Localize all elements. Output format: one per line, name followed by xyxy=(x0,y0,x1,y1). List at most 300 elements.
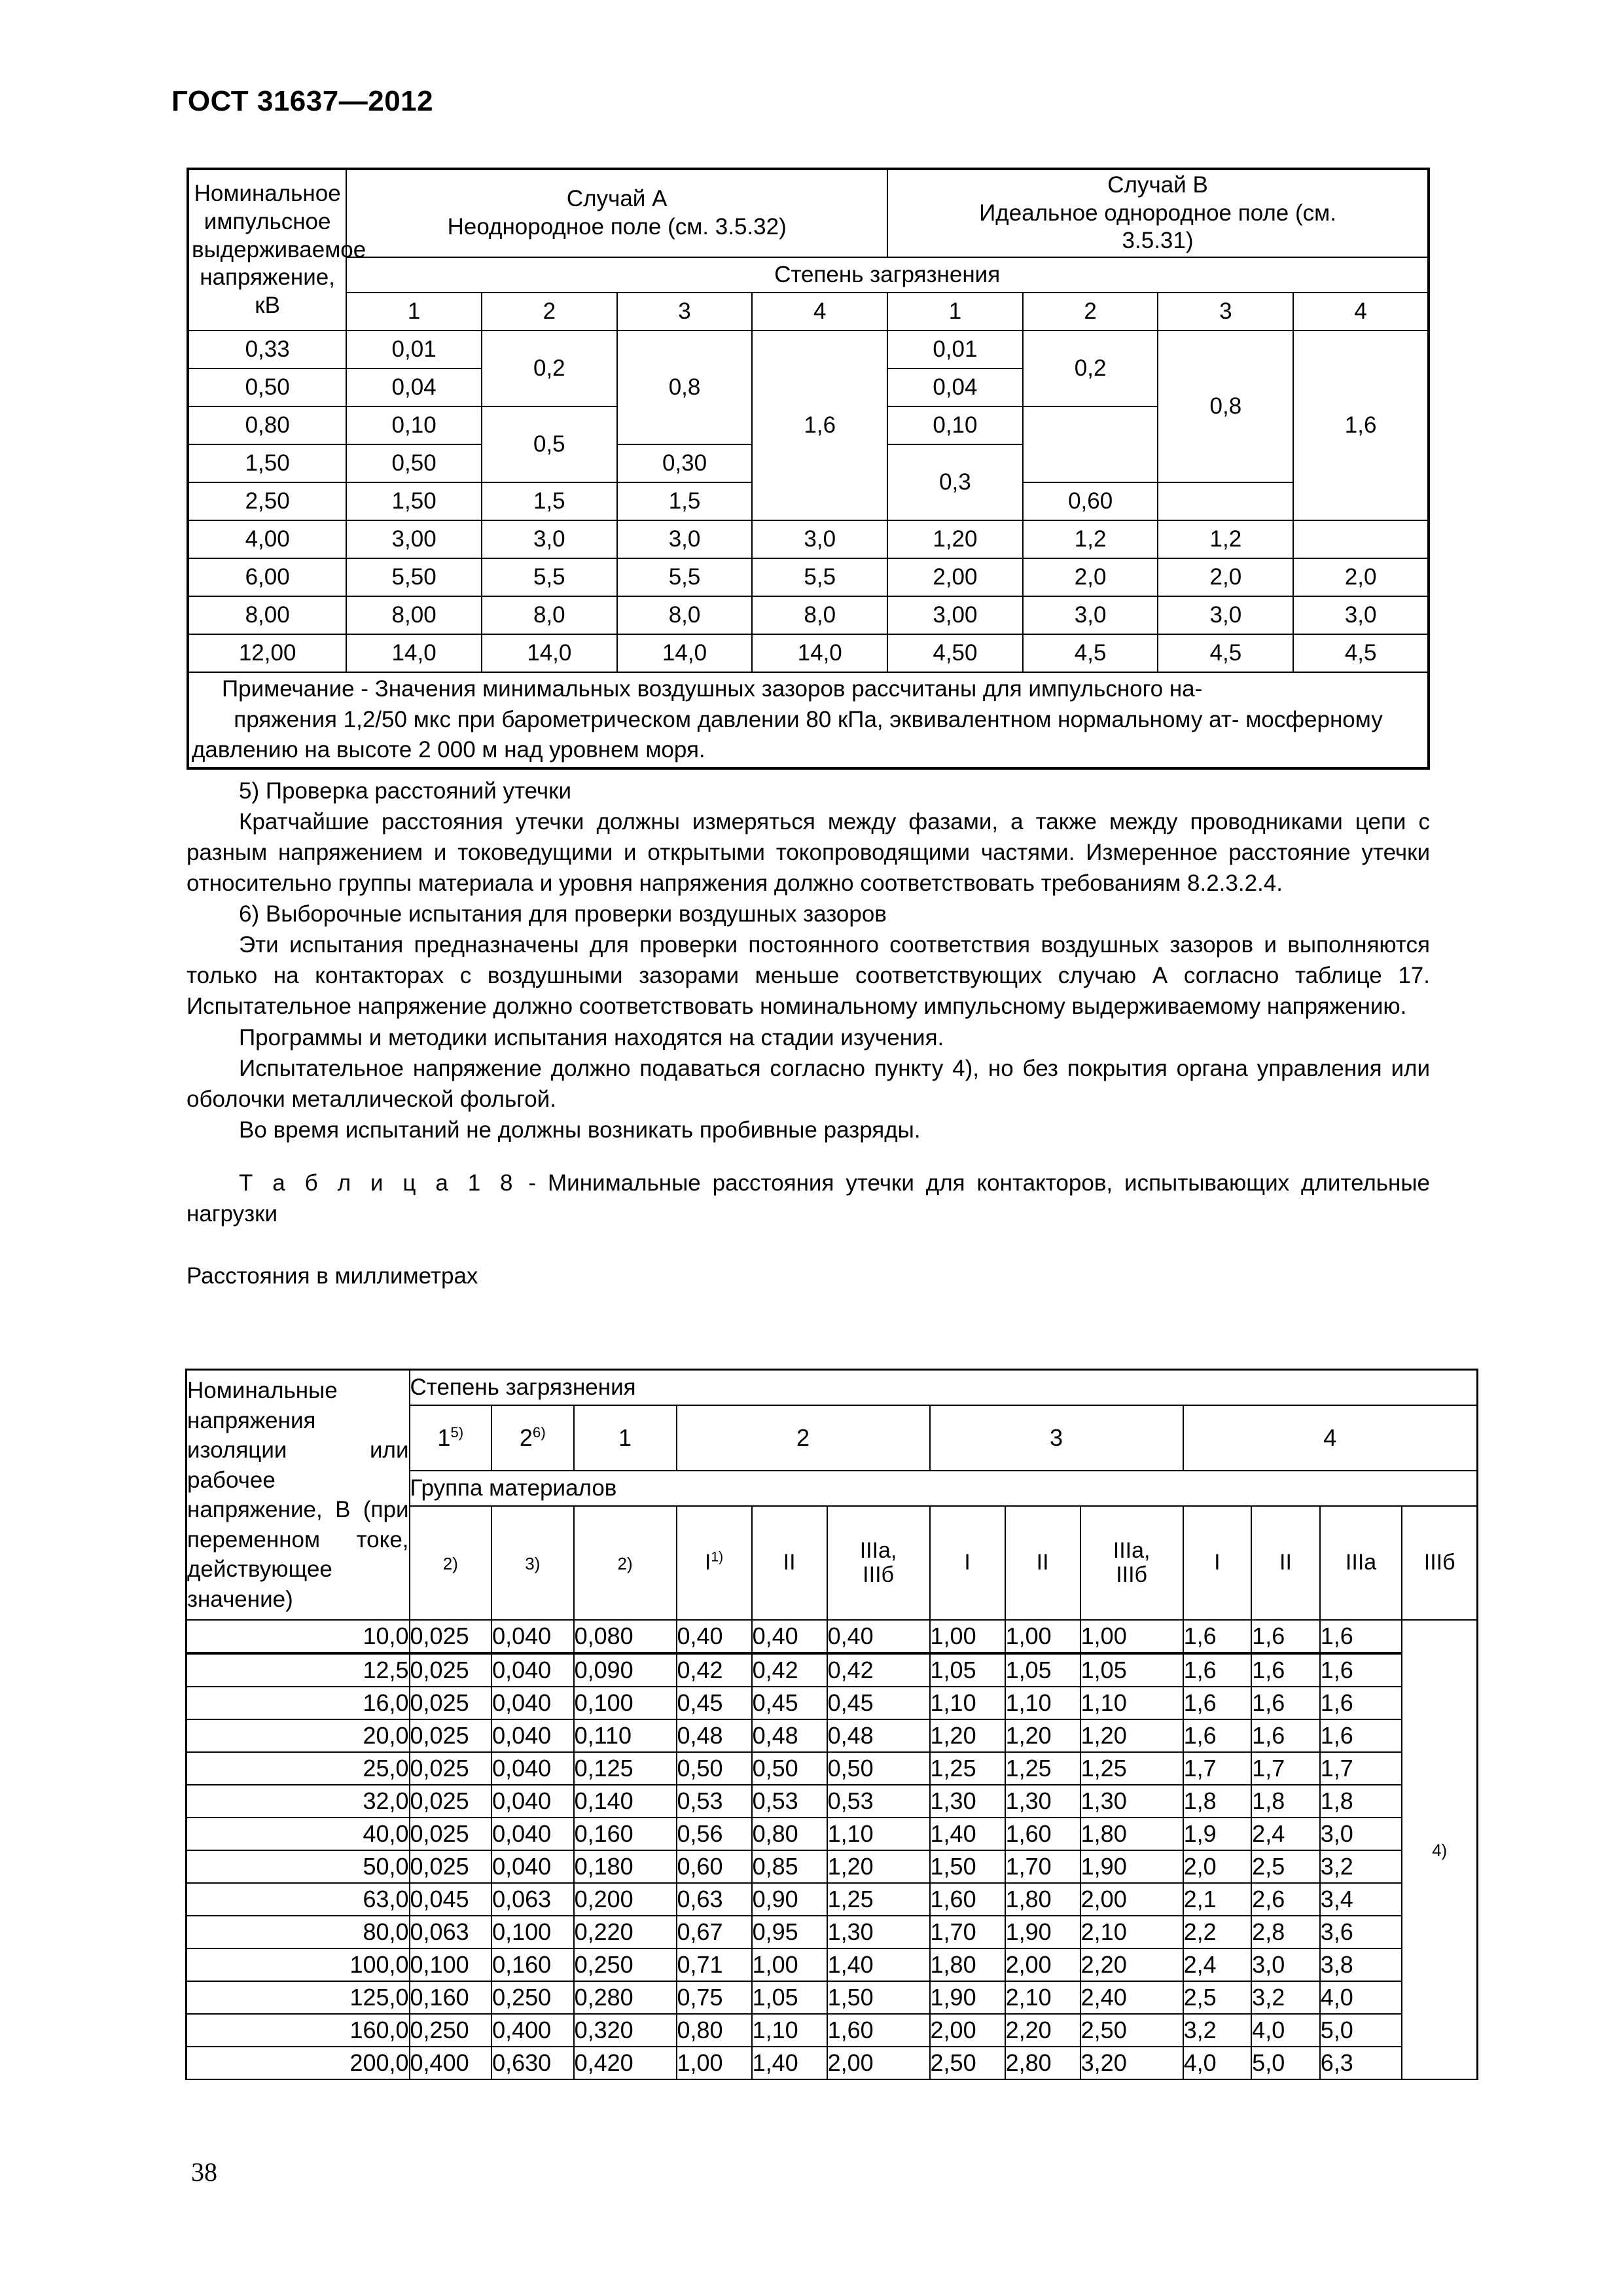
t18-cell: 0,50 xyxy=(752,1752,827,1785)
t18-cell: 5,0 xyxy=(1251,2047,1320,2079)
t18-cell: 0,040 xyxy=(491,1687,574,1719)
table-row xyxy=(188,558,1429,596)
t17-cell-a3: 1,5 xyxy=(617,482,753,520)
table-row xyxy=(187,1916,1478,1948)
t18-cell: 0,160 xyxy=(574,1818,677,1850)
t18-cell: 0,280 xyxy=(574,1981,677,2014)
t17-cell-b3-merged: 0,8 xyxy=(1158,331,1293,482)
t18-cell: 0,040 xyxy=(491,1653,574,1687)
t18-cell: 1,50 xyxy=(827,1981,930,2014)
t18-cell: 0,090 xyxy=(574,1653,677,1687)
t18-cell: 0,180 xyxy=(574,1850,677,1883)
t18-cell: 1,10 xyxy=(930,1687,1005,1719)
t18-cell: 0,045 xyxy=(410,1883,492,1916)
t18-cell: 0,100 xyxy=(410,1948,492,1981)
t18-cell: 1,6 xyxy=(1320,1687,1402,1719)
t18-cell: 2,5 xyxy=(1183,1981,1252,2014)
t18-voltage: 25,0 xyxy=(187,1752,410,1785)
t18-cell: 1,25 xyxy=(827,1883,930,1916)
paragraph-programs: Программы и методики испытания находятся на стадии изучения. xyxy=(239,1024,944,1050)
t17-cell-a1: 8,00 xyxy=(346,596,482,634)
t18-cell: 0,53 xyxy=(752,1785,827,1818)
t18-cell: 1,25 xyxy=(1080,1752,1183,1785)
t18-cell: 1,6 xyxy=(1251,1653,1320,1687)
t18-cell: 1,6 xyxy=(1251,1687,1320,1719)
t17-cell-a1: 1,50 xyxy=(346,482,482,520)
paragraph-leakage: Кратчайшие расстояния утечки должны измеряться между фазами, а также между проводниками цепи с разным напряжением и токоведущими и открытыми токопроводящими частями. Измеренное расстояние утечки относительно группы материала и уровня напряжения должно соответствовать требованиям 8.2.3.2.4. xyxy=(187,809,1430,897)
t18-voltage: 160,0 xyxy=(187,2014,410,2047)
t18-cell: 2,40 xyxy=(1080,1981,1183,2014)
t17-case-b-l3: 3.5.31) xyxy=(1122,228,1194,254)
t18-cell: 1,6 xyxy=(1251,1719,1320,1752)
t17-cell-a1: 0,01 xyxy=(346,331,482,368)
t18-cell: 1,60 xyxy=(1005,1818,1080,1850)
t17-cell-b3: 3,0 xyxy=(1158,596,1293,634)
t18-cell: 0,400 xyxy=(410,2047,492,2079)
t18-cell: 0,040 xyxy=(491,1785,574,1818)
t17-cell-b2-merged: 0,3 xyxy=(887,444,1023,520)
t17-cell-b1: 0,10 xyxy=(887,406,1023,444)
table-18-caption-text: - Минимальные расстояния утечки для контакторов, испытывающих длительные нагрузки xyxy=(187,1170,1430,1227)
t18-voltage: 20,0 xyxy=(187,1719,410,1752)
t18-voltage: 100,0 xyxy=(187,1948,410,1981)
t18-cell: 0,75 xyxy=(677,1981,752,2014)
t18-cell: 1,20 xyxy=(1080,1719,1183,1752)
t18-cell: 2,4 xyxy=(1251,1818,1320,1850)
t17-cell-b2: 3,0 xyxy=(1023,596,1158,634)
t18-cell: 0,630 xyxy=(491,2047,574,2079)
t18-cell: 1,6 xyxy=(1320,1620,1402,1653)
t18-header-material-group: Группа материалов xyxy=(410,1471,1478,1506)
t18-cell: 0,42 xyxy=(827,1653,930,1687)
t18-cell: 1,20 xyxy=(930,1719,1005,1752)
t18-cell: 1,8 xyxy=(1320,1785,1402,1818)
t18-cell: 0,71 xyxy=(677,1948,752,1981)
table-row xyxy=(188,520,1429,558)
t17-degree-a1: 1 xyxy=(346,293,482,331)
t18-mat-7: I xyxy=(930,1506,1005,1620)
t18-cell: 0,025 xyxy=(410,1785,492,1818)
t17-cell-a2: 14,0 xyxy=(482,634,617,672)
t18-cell: 2,5 xyxy=(1251,1850,1320,1883)
t17-voltage: 0,80 xyxy=(188,406,346,444)
t17-cell-b2: 2,0 xyxy=(1023,558,1158,596)
table-row xyxy=(187,1883,1478,1916)
t18-cell: 2,20 xyxy=(1005,2014,1080,2047)
paragraph-tests: Эти испытания предназначены для проверки постоянного соответствия воздушных зазоров и выполняются только на контакторах с воздушными зазорами меньше соответствующих случаю А согласно таблице 17. Испытательное напряжение должно соответствовать номинальному импульсному выдерживаемому напряжению. xyxy=(187,932,1430,1020)
t18-cell: 0,95 xyxy=(752,1916,827,1948)
t18-cell: 1,8 xyxy=(1251,1785,1320,1818)
t18-voltage: 125,0 xyxy=(187,1981,410,2014)
t17-degree-b3: 3 xyxy=(1158,293,1293,331)
t17-voltage: 8,00 xyxy=(188,596,346,634)
t18-degree-2b: 2 xyxy=(677,1405,930,1471)
t18-cell: 3,2 xyxy=(1183,2014,1252,2047)
t17-cell-b2-merged: 0,2 xyxy=(1023,331,1158,406)
t18-cell: 0,80 xyxy=(752,1818,827,1850)
t18-voltage: 16,0 xyxy=(187,1687,410,1719)
t18-cell: 4,0 xyxy=(1183,2047,1252,2079)
t18-cell: 2,2 xyxy=(1183,1916,1252,1948)
t18-mat-11: II xyxy=(1251,1506,1320,1620)
t18-cell: 1,10 xyxy=(752,2014,827,2047)
t18-cell: 0,040 xyxy=(491,1620,574,1653)
t17-voltage: 2,50 xyxy=(188,482,346,520)
t18-cell: 6,3 xyxy=(1320,2047,1402,2079)
t18-cell: 0,48 xyxy=(752,1719,827,1752)
t18-voltage: 63,0 xyxy=(187,1883,410,1916)
t18-cell: 1,80 xyxy=(1005,1883,1080,1916)
t18-cell: 0,40 xyxy=(677,1620,752,1653)
t17-cell-b1: 0,30 xyxy=(617,444,753,482)
t17-cell-a3: 14,0 xyxy=(617,634,753,672)
t18-cell: 3,0 xyxy=(1251,1948,1320,1981)
t18-cell: 1,9 xyxy=(1183,1818,1252,1850)
t18-voltage: 80,0 xyxy=(187,1916,410,1948)
t18-cell: 0,025 xyxy=(410,1818,492,1850)
t18-cell: 1,00 xyxy=(1080,1620,1183,1653)
t17-cell-a2-merged: 0,5 xyxy=(482,406,617,482)
t18-cell: 1,00 xyxy=(930,1620,1005,1653)
table-row xyxy=(187,1752,1478,1785)
t18-cell: 5,0 xyxy=(1320,2014,1402,2047)
t18-cell: 2,10 xyxy=(1005,1981,1080,2014)
t18-cell: 1,10 xyxy=(827,1818,930,1850)
t17-cell-b1: 0,04 xyxy=(887,368,1023,406)
t17-cell-a1: 0,50 xyxy=(346,444,482,482)
table-row xyxy=(188,596,1429,634)
t18-cell: 1,30 xyxy=(1005,1785,1080,1818)
t18-cell: 0,53 xyxy=(827,1785,930,1818)
t18-mat-5: II xyxy=(752,1506,827,1620)
t18-cell: 1,00 xyxy=(752,1948,827,1981)
t18-cell: 2,0 xyxy=(1183,1850,1252,1883)
t18-cell: 1,80 xyxy=(1080,1818,1183,1850)
t18-cell: 0,42 xyxy=(752,1653,827,1687)
t18-cell: 0,50 xyxy=(677,1752,752,1785)
t18-cell: 2,00 xyxy=(1080,1883,1183,1916)
t18-cell: 1,7 xyxy=(1183,1752,1252,1785)
t18-cell: 0,420 xyxy=(574,2047,677,2079)
t18-cell: 3,8 xyxy=(1320,1948,1402,1981)
t17-cell-a4: 5,5 xyxy=(752,558,887,596)
t17-cell-a1: 0,04 xyxy=(346,368,482,406)
table-row xyxy=(187,1948,1478,1981)
t18-voltage: 12,5 xyxy=(187,1653,410,1687)
t17-cell-a1: 3,00 xyxy=(346,520,482,558)
t18-cell: 0,63 xyxy=(677,1883,752,1916)
table-row xyxy=(187,1818,1478,1850)
t18-degree-1b: 1 xyxy=(574,1405,677,1471)
t18-cell: 2,00 xyxy=(1005,1948,1080,1981)
t18-cell: 0,56 xyxy=(677,1818,752,1850)
table-row xyxy=(187,1687,1478,1719)
t18-mat-2: 3) xyxy=(491,1506,574,1620)
t17-degree-b1: 1 xyxy=(887,293,1023,331)
table-18-caption xyxy=(187,1168,1430,1229)
t17-case-b-l1: Случай В xyxy=(1107,172,1208,198)
t18-cell: 3,6 xyxy=(1320,1916,1402,1948)
t18-cell: 0,025 xyxy=(410,1653,492,1687)
t18-cell: 1,60 xyxy=(930,1883,1005,1916)
t18-cell: 2,00 xyxy=(930,2014,1005,2047)
t17-cell-a1: 5,50 xyxy=(346,558,482,596)
t18-cell: 0,60 xyxy=(677,1850,752,1883)
page-number: 38 xyxy=(191,2157,217,2187)
t18-cell: 1,30 xyxy=(827,1916,930,1948)
t18-cell: 1,90 xyxy=(1005,1916,1080,1948)
t17-cell-a2: 8,0 xyxy=(482,596,617,634)
t18-cell: 2,1 xyxy=(1183,1883,1252,1916)
t18-cell: 0,48 xyxy=(827,1719,930,1752)
t18-cell: 1,6 xyxy=(1183,1719,1252,1752)
t18-cell: 0,400 xyxy=(491,2014,574,2047)
t18-cell: 1,60 xyxy=(827,2014,930,2047)
t18-cell: 0,160 xyxy=(410,1981,492,2014)
t18-cell: 1,6 xyxy=(1320,1719,1402,1752)
t17-cell-a3: 5,5 xyxy=(617,558,753,596)
t18-cell: 1,05 xyxy=(1080,1653,1183,1687)
t18-mat-13: IIIб xyxy=(1402,1506,1477,1620)
t18-mat-1: 2) xyxy=(410,1506,492,1620)
table-row xyxy=(187,1620,1478,1653)
t17-degree-a3: 3 xyxy=(617,293,753,331)
t18-cell: 2,00 xyxy=(827,2047,930,2079)
t18-cell: 1,00 xyxy=(1005,1620,1080,1653)
t18-cell: 0,40 xyxy=(752,1620,827,1653)
body-text-block xyxy=(187,776,1430,1291)
t17-cell-a1: 0,10 xyxy=(346,406,482,444)
t18-cell: 0,063 xyxy=(491,1883,574,1916)
t18-cell: 0,200 xyxy=(574,1883,677,1916)
t18-degree-4: 4 xyxy=(1183,1405,1478,1471)
t17-voltage: 12,00 xyxy=(188,634,346,672)
t18-degree-1: 1$^{5)}$ xyxy=(410,1405,492,1471)
t17-degree-a4: 4 xyxy=(752,293,887,331)
t18-mat-9: IIIa, IIIб xyxy=(1080,1506,1183,1620)
table-row xyxy=(187,1785,1478,1818)
table-row xyxy=(188,634,1429,672)
t18-cell: 3,0 xyxy=(1320,1818,1402,1850)
t18-cell: 0,250 xyxy=(574,1948,677,1981)
t17-case-b-l2: Идеальное однородное поле (см. xyxy=(979,200,1336,226)
table-row xyxy=(187,1850,1478,1883)
t18-cell: 0,45 xyxy=(677,1687,752,1719)
t18-cell: 3,4 xyxy=(1320,1883,1402,1916)
t18-cell: 3,20 xyxy=(1080,2047,1183,2079)
t18-cell: 1,10 xyxy=(1005,1687,1080,1719)
t18-cell: 4,0 xyxy=(1320,1981,1402,2014)
t17-case-a-l2: Неоднородное поле (см. 3.5.32) xyxy=(447,214,787,240)
t18-cell: 0,140 xyxy=(574,1785,677,1818)
t17-voltage: 0,50 xyxy=(188,368,346,406)
t18-cell: 1,50 xyxy=(930,1850,1005,1883)
t17-note xyxy=(188,672,1429,768)
t17-voltage: 6,00 xyxy=(188,558,346,596)
t18-cell: 0,040 xyxy=(491,1850,574,1883)
t18-cell: 1,6 xyxy=(1183,1653,1252,1687)
table-row xyxy=(188,331,1429,368)
t18-mat-3: 2) xyxy=(574,1506,677,1620)
t18-cell: 0,160 xyxy=(491,1948,574,1981)
table-row xyxy=(187,2047,1478,2079)
t18-cell: 0,320 xyxy=(574,2014,677,2047)
t17-cell-b1: 0,60 xyxy=(1023,482,1158,520)
t18-cell: 1,70 xyxy=(1005,1850,1080,1883)
t18-cell: 1,8 xyxy=(1183,1785,1252,1818)
t18-mat-8: II xyxy=(1005,1506,1080,1620)
t17-cell-b1: 4,50 xyxy=(887,634,1023,672)
t18-cell: 2,6 xyxy=(1251,1883,1320,1916)
t18-cell: 0,040 xyxy=(491,1752,574,1785)
t18-cell: 0,250 xyxy=(410,2014,492,2047)
t18-mat-4: $I^{1)}$ xyxy=(677,1506,752,1620)
t18-cell: 0,45 xyxy=(827,1687,930,1719)
t18-cell: 1,7 xyxy=(1320,1752,1402,1785)
t18-cell: 1,20 xyxy=(827,1850,930,1883)
t18-cell: 0,85 xyxy=(752,1850,827,1883)
t18-footnote-marker: 4) xyxy=(1402,1620,1477,2079)
t18-cell: 2,50 xyxy=(1080,2014,1183,2047)
t18-header-pollution-degree: Степень загрязнения xyxy=(410,1370,1478,1406)
t17-degree-b2: 2 xyxy=(1023,293,1158,331)
t18-cell: 0,250 xyxy=(491,1981,574,2014)
t17-cell-b1: 0,01 xyxy=(887,331,1023,368)
t17-cell-b2: 4,5 xyxy=(1023,634,1158,672)
t18-degree-3: 3 xyxy=(930,1405,1183,1471)
t18-mat-12: IIIa xyxy=(1320,1506,1402,1620)
table-row xyxy=(187,1653,1478,1687)
t18-header-voltage: Номинальные напряжения изоляции или рабочее напряжение, В (при переменном токе, действующее значение) xyxy=(187,1370,410,1621)
t17-cell-a2: 1,5 xyxy=(482,482,617,520)
t18-cell: 1,25 xyxy=(930,1752,1005,1785)
t17-cell-b1: 3,00 xyxy=(887,596,1023,634)
t18-cell: 1,70 xyxy=(930,1916,1005,1948)
table-18 xyxy=(185,1369,1478,2080)
t17-header-voltage: Номинальное импульсное выдерживаемое напряжение, кВ xyxy=(188,169,346,331)
t18-cell: 0,040 xyxy=(491,1818,574,1850)
t18-cell: 2,50 xyxy=(930,2047,1005,2079)
t18-cell: 0,100 xyxy=(574,1687,677,1719)
t18-cell: 1,80 xyxy=(930,1948,1005,1981)
table-row xyxy=(187,1981,1478,2014)
t17-cell-a4: 3,0 xyxy=(752,520,887,558)
t18-cell: 0,080 xyxy=(574,1620,677,1653)
t17-cell-b4: 2,0 xyxy=(1293,558,1429,596)
t18-cell: 2,4 xyxy=(1183,1948,1252,1981)
t18-cell: 0,48 xyxy=(677,1719,752,1752)
t18-cell: 0,025 xyxy=(410,1687,492,1719)
t18-cell: 1,6 xyxy=(1183,1620,1252,1653)
t18-cell: 0,50 xyxy=(827,1752,930,1785)
t18-cell: 0,025 xyxy=(410,1850,492,1883)
table-18-caption-label: Т а б л и ц а 1 8 xyxy=(239,1170,517,1196)
t18-cell: 0,025 xyxy=(410,1719,492,1752)
t17-cell-b3: 4,5 xyxy=(1158,634,1293,672)
t18-cell: 1,90 xyxy=(930,1981,1005,2014)
paragraph-5: 5) Проверка расстояний утечки xyxy=(239,778,572,804)
t18-cell: 0,025 xyxy=(410,1620,492,1653)
t17-cell-b2: 1,2 xyxy=(1023,520,1158,558)
t17-cell-a4: 14,0 xyxy=(752,634,887,672)
t18-cell: 1,40 xyxy=(752,2047,827,2079)
paragraph-test-voltage: Испытательное напряжение должно подаваться согласно пункту 4), но без покрытия органа управления или оболочки металлической фольгой. xyxy=(187,1055,1430,1112)
t17-cell-a3: 8,0 xyxy=(617,596,753,634)
page-title: ГОСТ 31637—2012 xyxy=(171,85,434,117)
t17-note-l2: пряжения 1,2/50 мкс при барометрическом давлении 80 кПа, эквивалентном нормальному ат- xyxy=(234,706,1240,732)
t17-cell-a2: 5,5 xyxy=(482,558,617,596)
t17-cell-a1: 14,0 xyxy=(346,634,482,672)
t18-cell: 2,80 xyxy=(1005,2047,1080,2079)
t18-cell: 1,6 xyxy=(1183,1687,1252,1719)
t17-note-l1: Примечание - Значения минимальных воздушных зазоров рассчитаны для импульсного на- xyxy=(222,676,1203,702)
t18-cell: 0,42 xyxy=(677,1653,752,1687)
t18-degree-2: 2$^{6)}$ xyxy=(491,1405,574,1471)
t17-voltage: 4,00 xyxy=(188,520,346,558)
t18-cell: 1,20 xyxy=(1005,1719,1080,1752)
paragraph-6: 6) Выборочные испытания для проверки воздушных зазоров xyxy=(239,901,887,927)
t18-cell: 1,40 xyxy=(930,1818,1005,1850)
t18-cell: 1,25 xyxy=(1005,1752,1080,1785)
t18-cell: 2,20 xyxy=(1080,1948,1183,1981)
t18-cell: 0,90 xyxy=(752,1883,827,1916)
t17-cell-b1: 2,00 xyxy=(887,558,1023,596)
t17-header-pollution-degree: Степень загрязнения xyxy=(346,257,1429,293)
t18-cell: 0,100 xyxy=(491,1916,574,1948)
t17-case-a-l1: Случай А xyxy=(566,186,668,212)
t17-voltage: 0,33 xyxy=(188,331,346,368)
table-17 xyxy=(187,168,1430,770)
t18-cell: 1,30 xyxy=(1080,1785,1183,1818)
t18-cell: 1,30 xyxy=(930,1785,1005,1818)
t18-voltage: 40,0 xyxy=(187,1818,410,1850)
t17-cell-a4-merged: 1,6 xyxy=(752,331,887,520)
paragraph-breakdown: Во время испытаний не должны возникать пробивные разряды. xyxy=(239,1117,921,1143)
t17-header-case-a xyxy=(346,169,887,257)
t18-voltage: 200,0 xyxy=(187,2047,410,2079)
t17-cell-a4: 8,0 xyxy=(752,596,887,634)
t17-cell-a2: 3,0 xyxy=(482,520,617,558)
t18-voltage: 32,0 xyxy=(187,1785,410,1818)
table-row xyxy=(187,1719,1478,1752)
t18-cell: 0,80 xyxy=(677,2014,752,2047)
t18-cell: 0,025 xyxy=(410,1752,492,1785)
t17-header-case-b xyxy=(887,169,1429,257)
t18-cell: 0,67 xyxy=(677,1916,752,1948)
t17-cell-b1: 1,20 xyxy=(887,520,1023,558)
t18-cell: 0,125 xyxy=(574,1752,677,1785)
t18-mat-10: I xyxy=(1183,1506,1252,1620)
t17-cell-b4 xyxy=(1293,520,1429,558)
t18-voltage: 10,0 xyxy=(187,1620,410,1653)
t18-cell: 1,05 xyxy=(1005,1653,1080,1687)
t18-cell: 1,6 xyxy=(1251,1620,1320,1653)
t17-cell-b4-merged: 1,6 xyxy=(1293,331,1429,520)
t18-cell: 0,40 xyxy=(827,1620,930,1653)
t18-cell: 1,90 xyxy=(1080,1850,1183,1883)
units-note: Расстояния в миллиметрах xyxy=(187,1263,478,1289)
t18-cell: 1,7 xyxy=(1251,1752,1320,1785)
t18-cell: 4,0 xyxy=(1251,2014,1320,2047)
t18-cell: 0,45 xyxy=(752,1687,827,1719)
t18-cell: 1,00 xyxy=(677,2047,752,2079)
t18-cell: 2,10 xyxy=(1080,1916,1183,1948)
t17-degree-b4: 4 xyxy=(1293,293,1429,331)
t18-cell: 1,05 xyxy=(930,1653,1005,1687)
t17-cell-b3: 2,0 xyxy=(1158,558,1293,596)
t18-cell: 1,10 xyxy=(1080,1687,1183,1719)
t18-cell: 3,2 xyxy=(1251,1981,1320,2014)
